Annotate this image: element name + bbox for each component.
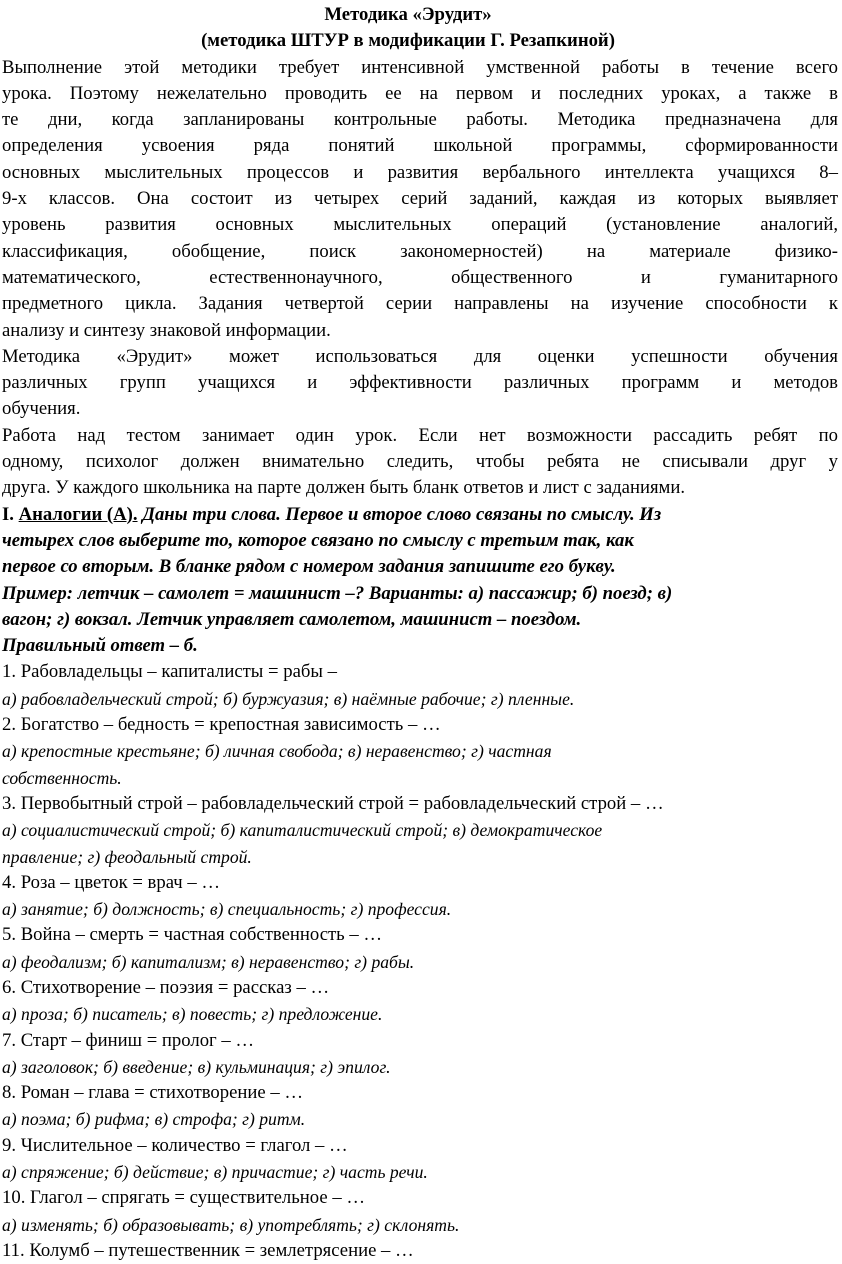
text-line: Методика «Эрудит» может использоваться для оценки успешности обучения [2, 345, 838, 367]
text-line: обучения. [2, 398, 81, 420]
options-2-cont: собственность. [2, 767, 122, 788]
question-1: 1. Рабовладельцы – капиталисты = рабы – [2, 661, 337, 683]
question-6: 6. Стихотворение – поэзия = рассказ – … [2, 976, 330, 998]
text-line: основных мыслительных процессов и развития вербального интеллекта учащихся 8– [2, 161, 838, 183]
text-line: 9-х классов. Она состоит из четырех серий заданий, каждая из которых выявляет [2, 188, 838, 210]
text-line: уровень развития основных мыслительных операций (установление аналогий, [2, 214, 838, 236]
section-name: Аналогии (А). [18, 503, 138, 525]
items-list [0, 659, 816, 1264]
question-8: 8. Роман – глава = стихотворение – … [2, 1082, 304, 1104]
paragraph-usage [0, 344, 842, 423]
instruction-line: Пример: летчик – самолет = машинист –? Варианты: а) пассажир; б) поезд; в) [2, 582, 673, 604]
instruction-line: вагон; г) вокзал. Летчик управляет самолетом, машинист – поездом. [2, 608, 582, 630]
page-title: Методика «Эрудит» [324, 4, 492, 25]
text-line: Работа над тестом занимает один урок. Если нет возможности рассадить ребят по [2, 424, 838, 446]
text-line: различных групп учащихся и эффективности различных программ и методов [2, 372, 838, 394]
text-line: предметного цикла. Задания четвертой серии направлены на изучение способности к [2, 293, 838, 315]
text-line: Выполнение этой методики требует интенсивной умственной работы в течение всего [2, 56, 838, 78]
question-3: 3. Первобытный строй – рабовладельческий строй = рабовладельческий строй – … [2, 792, 664, 814]
question-5: 5. Война – смерть = частная собственность – … [2, 924, 383, 946]
section-number: I. [2, 503, 14, 525]
question-10: 10. Глагол – спрягать = существительное – … [2, 1187, 366, 1209]
options-1: а) рабовладельческий строй; б) буржуазия; в) наёмные рабочие; г) пленные. [2, 688, 575, 709]
text-line: урока. Поэтому нежелательно проводить ее на первом и последних уроках, а также в [2, 82, 838, 104]
paragraph-procedure [0, 423, 842, 502]
text-line: классификация, обобщение, поиск закономерностей) на материале физико- [2, 240, 838, 262]
intro-paragraph [0, 55, 842, 344]
options-8: а) поэма; б) рифма; в) строфа; г) ритм. [2, 1109, 306, 1130]
options-3-cont: правление; г) феодальный строй. [2, 846, 252, 867]
options-4: а) занятие; б) должность; в) специальность; г) профессия. [2, 899, 452, 920]
instruction-line: четырех слов выберите то, которое связано по смыслу с третьим так, как [2, 529, 634, 551]
options-7: а) заголовок; б) введение; в) кульминация; г) эпилог. [2, 1056, 391, 1077]
question-2: 2. Богатство – бедность = крепостная зависимость – … [2, 714, 441, 736]
question-4: 4. Роза – цветок = врач – … [2, 871, 221, 893]
text-line: анализу и синтезу знаковой информации. [2, 319, 331, 341]
instruction-line: Даны три слова. Первое и второе слово связаны по смыслу. Из [142, 503, 662, 525]
text-line: математического, естественнонаучного, общественного и гуманитарного [2, 266, 838, 288]
question-7: 7. Старт – финиш = пролог – … [2, 1029, 255, 1051]
page-subtitle: (методика ШТУР в модификации Г. Резапкиной) [201, 30, 615, 52]
section-analogies [0, 502, 816, 660]
instruction-line: Правильный ответ – б. [2, 635, 198, 657]
question-11: 11. Колумб – путешественник = землетрясение – … [2, 1239, 414, 1261]
question-9: 9. Числительное – количество = глагол – … [2, 1134, 348, 1156]
options-2: а) крепостные крестьяне; б) личная свобода; в) неравенство; г) частная [2, 741, 552, 762]
text-line: те дни, когда запланированы контрольные работы. Методика предназначена для [2, 109, 838, 131]
options-10: а) изменять; б) образовывать; в) употреблять; г) склонять. [2, 1214, 460, 1235]
text-line: определения усвоения ряда понятий школьной программы, сформированности [2, 135, 838, 157]
text-line: одному, психолог должен внимательно следить, чтобы ребята не списывали друг у [2, 451, 838, 473]
options-5: а) феодализм; б) капитализм; в) неравенство; г) рабы. [2, 951, 415, 972]
instruction-line: первое со вторым. В бланке рядом с номером задания запишите его букву. [2, 556, 616, 578]
options-3: а) социалистический строй; б) капиталистический строй; в) демократическое [2, 820, 603, 841]
text-line: друга. У каждого школьника на парте должен быть бланк ответов и лист с заданиями. [2, 477, 686, 499]
options-9: а) спряжение; б) действие; в) причастие; г) часть речи. [2, 1162, 428, 1183]
options-6: а) проза; б) писатель; в) повесть; г) предложение. [2, 1004, 383, 1025]
